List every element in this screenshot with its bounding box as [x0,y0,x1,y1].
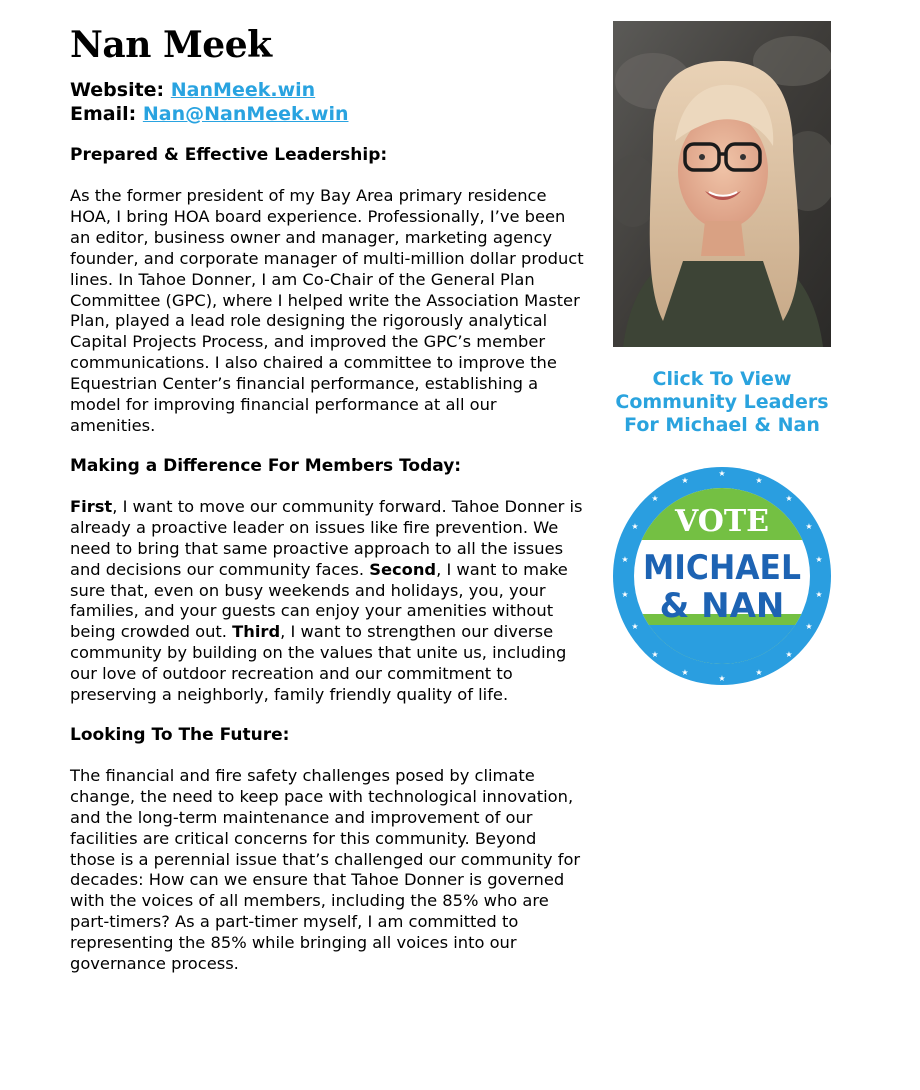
cta-line-2: Community Leaders [615,391,829,413]
svg-text:★: ★ [718,674,726,683]
leadership-heading: Prepared & Effective Leadership: [70,145,388,165]
vote-badge-logo [613,467,831,685]
badge-michael-text: MICHAEL [643,548,801,588]
website-row [70,78,585,102]
contact-block [70,78,585,126]
svg-text:★: ★ [785,650,793,659]
svg-text:★: ★ [621,555,629,564]
svg-text:★: ★ [651,494,659,503]
svg-text:★: ★ [755,476,763,485]
community-leaders-link[interactable] [613,368,831,437]
badge-vote-text: VOTE [674,504,770,539]
candidate-profile [70,22,585,975]
svg-text:★: ★ [681,476,689,485]
difference-heading: Making a Difference For Members Today: [70,455,462,476]
third-text: , I want to strengthen our diverse community by building on the values that unite us, including our love of outdoor recreation and our commitment to preserving a neighborly, family friendly quality of life. [70,622,567,705]
svg-text:★: ★ [631,622,639,631]
second-text: , I want to make sure that, even on busy weekends and holidays, you, your families, and your guests can enjoy your amenities without being crowded out. [70,559,568,642]
svg-text:★: ★ [651,650,659,659]
cta-line-1: Click To View [652,368,792,390]
cta-line-3: For Michael & Nan [624,414,820,436]
svg-text:★: ★ [805,622,813,631]
svg-text:★: ★ [815,590,823,599]
email-link[interactable]: Nan@NanMeek.win [142,103,349,125]
email-row [70,102,585,126]
third-label: Third [232,622,281,642]
svg-text:★: ★ [805,522,813,531]
website-link[interactable]: NanMeek.win [170,79,316,101]
first-label: First [70,496,113,516]
second-label: Second [369,559,437,579]
svg-text:★: ★ [631,522,639,531]
candidate-name: Nan Meek [70,24,272,66]
sidebar [613,21,831,685]
email-label: Email: [70,103,137,125]
leadership-paragraph: As the former president of my Bay Area primary residence HOA, I bring HOA board experience. Professionally, I’ve been an editor, business owner and manager, marketing agency founder, and corporate manager of multi-million dollar product lines. In Tahoe Donner, I am Co-Chair of the General Plan Committee (GPC), where I helped write the Association Master Plan, played a lead role designing the rigorously analytical Capital Projects Process, and improved the GPC’s member communications. I also chaired a committee to improve the Equestrian Center’s financial performance, establishing a model for improving financial performance at all our amenities. [70,186,584,435]
first-text: , I want to move our community forward. Tahoe Donner is already a proactive leader on issues like fire prevention. We need to bring that same proactive approach to all the issues and decisions our community faces. [70,496,583,579]
svg-text:★: ★ [621,590,629,599]
svg-text:★: ★ [815,555,823,564]
future-paragraph: The financial and fire safety challenges posed by climate change, the need to keep pace with technological innovation, and the long-term maintenance and improvement of our facilities are critical concerns for this community. Beyond those is a perennial issue that’s challenged our community for decades: How can we ensure that Tahoe Donner is governed with the voices of all members, including the 85% who are part-timers? As a part-timer myself, I am committed to representing the 85% while bringing all voices into our governance process. [70,765,581,974]
candidate-photo [613,21,831,347]
website-label: Website: [70,79,165,101]
svg-text:★: ★ [785,494,793,503]
future-heading: Looking To The Future: [70,724,290,745]
badge-nan-text: & NAN [659,586,785,626]
svg-text:★: ★ [755,668,763,677]
svg-text:★: ★ [718,469,726,478]
difference-paragraph [70,497,585,706]
svg-text:★: ★ [681,668,689,677]
